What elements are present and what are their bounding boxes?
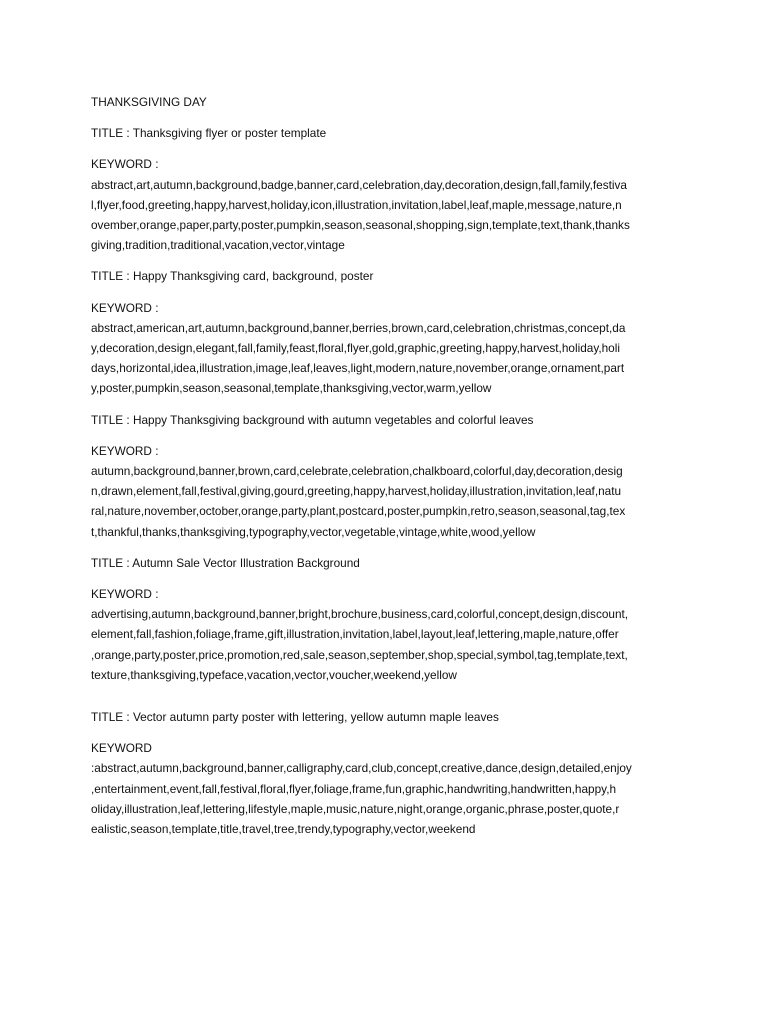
keyword-line: :abstract,autumn,background,banner,calligraphy,card,club,concept,creative,dance,design,detailed,enjoy [91, 761, 632, 776]
keyword-line: advertising,autumn,background,banner,bright,brochure,business,card,colorful,concept,design,discount, [91, 607, 629, 622]
keyword-line: ,entertainment,event,fall,festival,floral,flyer,foliage,frame,fun,graphic,handwriting,handwritten,happy,h [91, 781, 617, 796]
keyword-line: element,fall,fashion,foliage,frame,gift,illustration,invitation,label,layout,leaf,lettering,maple,nature,offer [91, 627, 619, 642]
keyword-label: KEYWORD : [91, 157, 159, 172]
keyword-line: abstract,art,autumn,background,badge,banner,card,celebration,day,decoration,design,fall,family,festiva [91, 177, 627, 192]
keyword-line: y,poster,pumpkin,season,seasonal,template,thanksgiving,vector,warm,yellow [91, 381, 492, 396]
section-5 [91, 707, 677, 839]
keyword-line: y,decoration,design,elegant,fall,family,feast,floral,flyer,gold,graphic,greeting,happy,harvest,holiday,holi [91, 341, 620, 356]
keyword-label: KEYWORD : [91, 300, 159, 315]
document-page [91, 92, 677, 850]
keyword-block [91, 461, 677, 542]
keyword-line: giving,tradition,traditional,vacation,vector,vintage [91, 238, 345, 253]
section-title: TITLE : Vector autumn party poster with lettering, yellow autumn maple leaves [91, 710, 499, 725]
keyword-line: oliday,illustration,leaf,lettering,lifestyle,maple,music,nature,night,orange,organic,phrase,poster,quote,r [91, 801, 620, 816]
keyword-label: KEYWORD : [91, 587, 159, 602]
document-heading: THANKSGIVING DAY [91, 95, 207, 109]
keyword-line: abstract,american,art,autumn,background,banner,berries,brown,card,celebration,christmas,concept,da [91, 320, 626, 335]
section-3 [91, 410, 677, 542]
keyword-label: KEYWORD : [91, 443, 159, 458]
keyword-block [91, 604, 677, 685]
keyword-block [91, 758, 677, 839]
section-2 [91, 266, 677, 398]
keyword-line: days,horizontal,idea,illustration,image,leaf,leaves,light,modern,nature,november,orange,ornament,part [91, 361, 625, 376]
section-4 [91, 553, 677, 685]
keyword-block [91, 318, 677, 399]
section-title: TITLE : Thanksgiving flyer or poster template [91, 126, 327, 141]
section-1 [91, 123, 677, 255]
keyword-line: ral,nature,november,october,orange,party,plant,postcard,poster,pumpkin,retro,season,seasonal,tag,tex [91, 504, 626, 519]
keyword-block [91, 175, 677, 256]
keyword-line: t,thankful,thanks,thanksgiving,typography,vector,vegetable,vintage,white,wood,yellow [91, 524, 536, 539]
section-title: TITLE : Happy Thanksgiving background with autumn vegetables and colorful leaves [91, 412, 534, 427]
section-title: TITLE : Autumn Sale Vector Illustration Background [91, 555, 360, 570]
keyword-label: KEYWORD [91, 741, 152, 756]
keyword-line: autumn,background,banner,brown,card,celebrate,celebration,chalkboard,colorful,day,decoration,desig [91, 464, 623, 479]
keyword-line: ealistic,season,template,title,travel,tree,trendy,typography,vector,weekend [91, 822, 476, 837]
keyword-line: l,flyer,food,greeting,happy,harvest,holiday,icon,illustration,invitation,label,leaf,maple,message,nature,n [91, 197, 622, 212]
section-title: TITLE : Happy Thanksgiving card, background, poster [91, 269, 374, 284]
keyword-line: ,orange,party,poster,price,promotion,red,sale,season,september,shop,special,symbol,tag,template,text, [91, 647, 628, 662]
keyword-line: n,drawn,element,fall,festival,giving,gourd,greeting,happy,harvest,holiday,illustration,invitation,leaf,natu [91, 484, 622, 499]
keyword-line: ovember,orange,paper,party,poster,pumpkin,season,seasonal,shopping,sign,template,text,thank,thanks [91, 218, 630, 233]
blank-line [91, 696, 677, 707]
keyword-line: texture,thanksgiving,typeface,vacation,vector,voucher,weekend,yellow [91, 667, 457, 682]
